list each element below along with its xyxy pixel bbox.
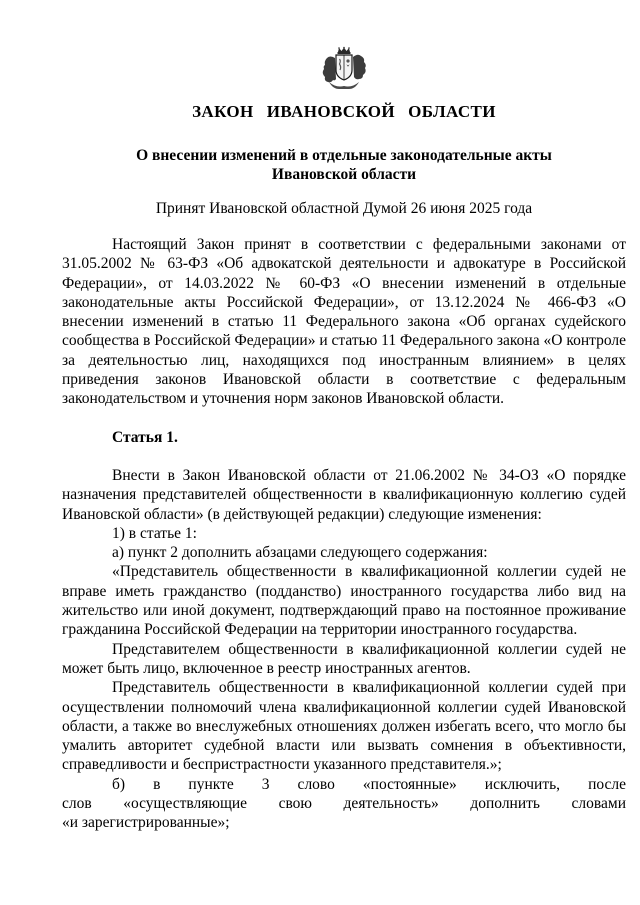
adoption-statement: Принят Ивановской областной Думой 26 июня 2025 года bbox=[155, 200, 533, 217]
article-1-item-1a-paragraph-1: «Представитель общественности в квалификационной коллегии судей не вправе иметь гражданство (подданство) иностранного государства либо вид на жительство или иной документ, подтверждающий право на постоянное проживание гражданина Российской Федерации на территории иностранного государства. bbox=[62, 563, 626, 639]
article-1-item-1a-paragraph-3: Представитель общественности в квалификационной коллегии судей при осуществлении полномочий члена квалификационной коллегии судей Ивановской области, а также во внеслужебных отношениях должен избегать всего, что могло бы умалить авторитет судебной власти или вызвать сомнения в объективности, справедливости и беспристрастности указанного представителя.»; bbox=[62, 679, 626, 774]
law-subject-line-1: О внесении изменений в отдельные законодательные акты bbox=[136, 147, 552, 164]
law-subject-line-2: Ивановской области bbox=[271, 166, 417, 183]
article-1-item-1a: а) пункт 2 дополнить абзацами следующего содержания: bbox=[112, 544, 488, 562]
law-title: ЗАКОН ИВАНОВСКОЙ ОБЛАСТИ bbox=[192, 102, 496, 121]
article-1-intro: Внести в Закон Ивановской области от 21.06.2002 № 34-ОЗ «О порядке назначения представителей общественности в квалификационную коллегию судей Ивановской области» (в действующей редакции) следующие изменения: bbox=[62, 466, 626, 523]
article-1-item-1b-line-1: б) в пункте 3 слово «постоянные» исключить, после bbox=[112, 775, 626, 793]
coat-of-arms bbox=[62, 46, 626, 94]
preamble-paragraph: Настоящий Закон принят в соответствии с федеральными законами от 31.05.2002 № 63-ФЗ «Об адвокатской деятельности и адвокатуре в Российской Федерации», от 14.03.2022 № 60-ФЗ «О внесении изменений в отдельные законодательные акты Российской Федерации», от 13.12.2024 № 466-ФЗ «О внесении изменений в статью 11 Федерального закона «Об органах судейского сообщества в Российской Федерации» и статью 11 Федерального закона «О контроле за деятельностью лиц, находящихся под иностранным влиянием» в целях приведения законов Ивановской области в соответствие с федеральным законодательством и уточнения норм законов Ивановской области. bbox=[62, 236, 626, 408]
article-1-item-1: 1) в статье 1: bbox=[112, 524, 197, 542]
article-1-heading: Статья 1. bbox=[112, 428, 178, 446]
article-1-item-1b bbox=[62, 775, 626, 833]
article-1-item-1b-line-3: «и зарегистрированные»; bbox=[62, 814, 230, 832]
article-1-item-1b-line-2: слов «осуществляющие свою деятельность» дополнить словами bbox=[62, 795, 626, 813]
article-1-item-1a-paragraph-2: Представителем общественности в квалификационной коллегии судей не может быть лицо, включенное в реестр иностранных агентов. bbox=[62, 640, 626, 677]
document-body bbox=[62, 235, 626, 833]
ivanovo-oblast-coat-of-arms-icon bbox=[319, 46, 369, 93]
law-subject bbox=[62, 146, 626, 184]
